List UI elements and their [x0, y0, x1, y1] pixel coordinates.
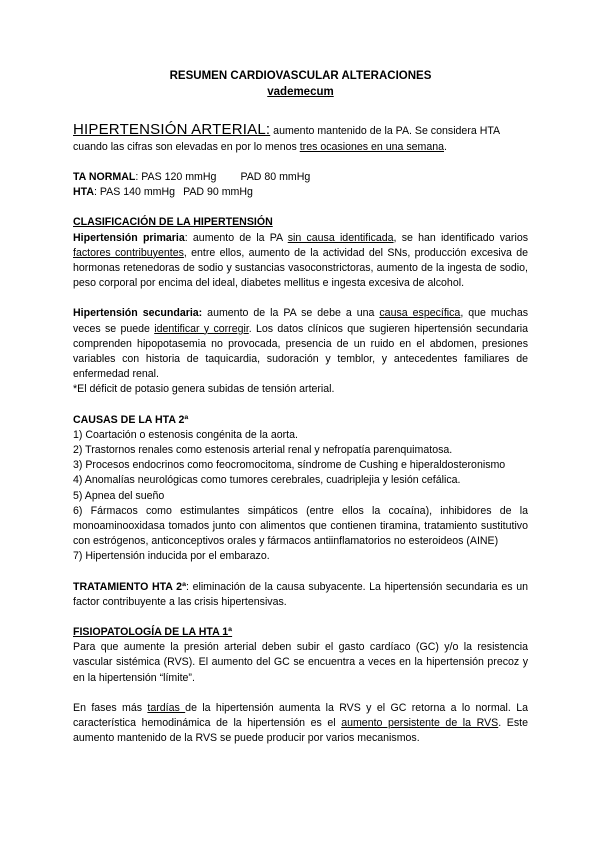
fisiopatologia-heading: FISIOPATOLOGÍA DE LA HTA 1ª [73, 626, 233, 639]
secundaria-paragraph [73, 306, 528, 382]
document-page [73, 68, 528, 747]
causa-item: 5) Apnea del sueño [73, 489, 165, 502]
primaria-text1: : aumento de la PA [184, 231, 288, 244]
causa-item: 3) Procesos endocrinos como feocromocitoma, síndrome de Cushing e hiperaldosteronismo [73, 459, 506, 472]
hta-values-pas: : PAS 140 mmHg [94, 186, 176, 199]
ta-normal-label: TA NORMAL [73, 171, 136, 183]
secundaria-text2: , que muchas veces se puede [73, 307, 529, 335]
title-main: RESUMEN CARDIOVASCULAR ALTERACIONES [169, 70, 432, 82]
primaria-underline1: sin causa identificada [287, 231, 394, 244]
p2-text1: En fases más [73, 701, 148, 714]
causa-item: 1) Coartación o estenosis congénita de la aorta. [73, 428, 298, 441]
ta-normal-pas: : PAS 120 mmHg [135, 171, 217, 183]
tratamiento-text: : eliminación de la causa subyacente. La hipertensión secundaria es un factor contribuyente a las crisis hipertensivas. [73, 580, 528, 608]
p2-text3: . Este aumento mantenido de la RVS se puede producir por varios mecanismos. [73, 717, 528, 745]
ta-normal-pad: PAD 80 mmHg [240, 171, 311, 183]
hta-definition [73, 122, 528, 155]
title-subtitle: vademecum [267, 86, 334, 98]
p2-underline1: tardías [147, 701, 186, 714]
p2-underline2: aumento persistente de la RVS [341, 717, 499, 730]
p2-text2: de la hipertensión aumenta la RVS y el GC retorna a lo normal. La característica hemodinámica de la hipertensión es el [73, 701, 528, 730]
causa-item: 4) Anomalías neurológicas como tumores cerebrales, cuadriplejia y lesión cefálica. [73, 474, 461, 487]
tratamiento-label: TRATAMIENTO HTA 2ª [73, 580, 186, 593]
hta-heading: HIPERTENSIÓN ARTERIAL: [73, 121, 271, 138]
hta-def-text2: . [444, 141, 447, 153]
primaria-label: Hipertensión primaria [73, 231, 185, 244]
primaria-text3: , entre ellos, aumento de la actividad del SNs, producción excesiva de hormonas retenedoras de sodio y sustancias vasoconstrictoras, aumento de la ingesta de sodio, peso corporal por encima del ideal, diabetes mellitus e ingesta excesiva de alcohol. [73, 246, 528, 290]
fisiopatologia-p2 [73, 701, 528, 747]
hta-values-line [73, 185, 528, 200]
secundaria-text3: . Los datos clínicos que sugieren hipertensión secundaria comprenden hipopotasemia no provocada, presencia de un ruido en el abdomen, presiones variables con historia de taquicardia, sudoración y temblor, y antecedentes familiares de enfermedad renal. [73, 322, 528, 381]
secundaria-underline1: causa específica [379, 307, 461, 320]
hta-values-label: HTA [73, 186, 94, 199]
fisiopatologia-p1: Para que aumente la presión arterial deben subir el gasto cardíaco (GC) y/o la resistencia vascular sistémica (RVS). El aumento del GC se encuentra a veces en la hipertensión precoz y en la hipertensión “límite”. [73, 641, 528, 684]
ta-normal-line [73, 170, 528, 185]
hta-def-text1: aumento mantenido de la PA. Se considera HTA cuando las cifras son elevadas en por lo menos [73, 125, 500, 153]
causa-item: 6) Fármacos como estimulantes simpáticos (entre ellos la cocaína), inhibidores de la monoaminooxidasa tomados junto con alimentos que contienen tiramina, tratamiento sustitutivo con estrógenos, anticonceptivos orales y fármacos antiinflamatorios no esteroideos (AINE) [73, 504, 528, 548]
clasificacion-heading: CLASIFICACIÓN DE LA HIPERTENSIÓN [73, 216, 273, 229]
secundaria-label: Hipertensión secundaria: [73, 307, 203, 320]
primaria-paragraph [73, 231, 528, 292]
primaria-underline2: factores contribuyentes [73, 246, 184, 259]
hta-def-underlined: tres ocasiones en una semana [299, 141, 445, 153]
causas-heading: CAUSAS DE LA HTA 2ª [73, 413, 189, 426]
causa-item: 7) Hipertensión inducida por el embarazo. [73, 550, 270, 563]
potasio-note: *El déficit de potasio genera subidas de tensión arterial. [73, 383, 335, 396]
secundaria-text1: aumento de la PA se debe a una [202, 307, 380, 320]
secundaria-underline2: identificar y corregir [154, 322, 249, 335]
tratamiento-paragraph [73, 580, 528, 610]
hta-values-pad: PAD 90 mmHg [183, 186, 253, 199]
primaria-text2: , se han identificado varios [393, 231, 529, 244]
document-title [73, 68, 528, 100]
causa-item: 2) Trastornos renales como estenosis arterial renal y nefropatía parenquimatosa. [73, 444, 453, 457]
